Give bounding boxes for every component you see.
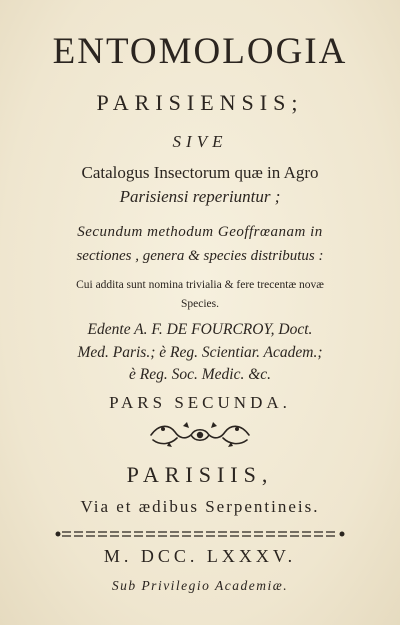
sive-word: SIVE (172, 132, 228, 151)
secundum-line-1: Secundum methodum Geoffrœanam in (77, 224, 323, 240)
editor-line-2: Med. Paris.; è Reg. Scientiar. Academ.; (77, 344, 323, 361)
place-of-publication: PARISIIS, (126, 462, 274, 487)
editor-line-1: Edente A. F. DE FOURCROY, Doct. (87, 321, 313, 338)
publisher-line: Via et ædibus Serpentineis. (80, 497, 320, 516)
cui-line-1: Cui addita sunt nomina trivialia & fere trecentæ novæ (76, 279, 324, 291)
cui-line-2: Species. (180, 298, 219, 310)
book-title: ENTOMOLOGIA (52, 31, 348, 72)
publication-date: M. DCC. LXXXV. (103, 546, 297, 566)
book-subtitle: PARISIENSIS; (96, 90, 304, 115)
secundum-line-2: sectiones , genera & species distributus : (76, 248, 324, 264)
catalogus-line-1: Catalogus Insectorum quæ in Agro (81, 163, 319, 182)
pars-secunda: PARS SECUNDA. (109, 393, 291, 412)
printer-ornament-icon (145, 420, 255, 450)
editor-line-3: è Reg. Soc. Medic. &c. (128, 366, 272, 383)
decorative-rule (52, 527, 348, 541)
catalogus-line-2: Parisiensi reperiuntur ; (119, 187, 281, 206)
privilege-line: Sub Privilegio Academiæ. (111, 578, 289, 593)
